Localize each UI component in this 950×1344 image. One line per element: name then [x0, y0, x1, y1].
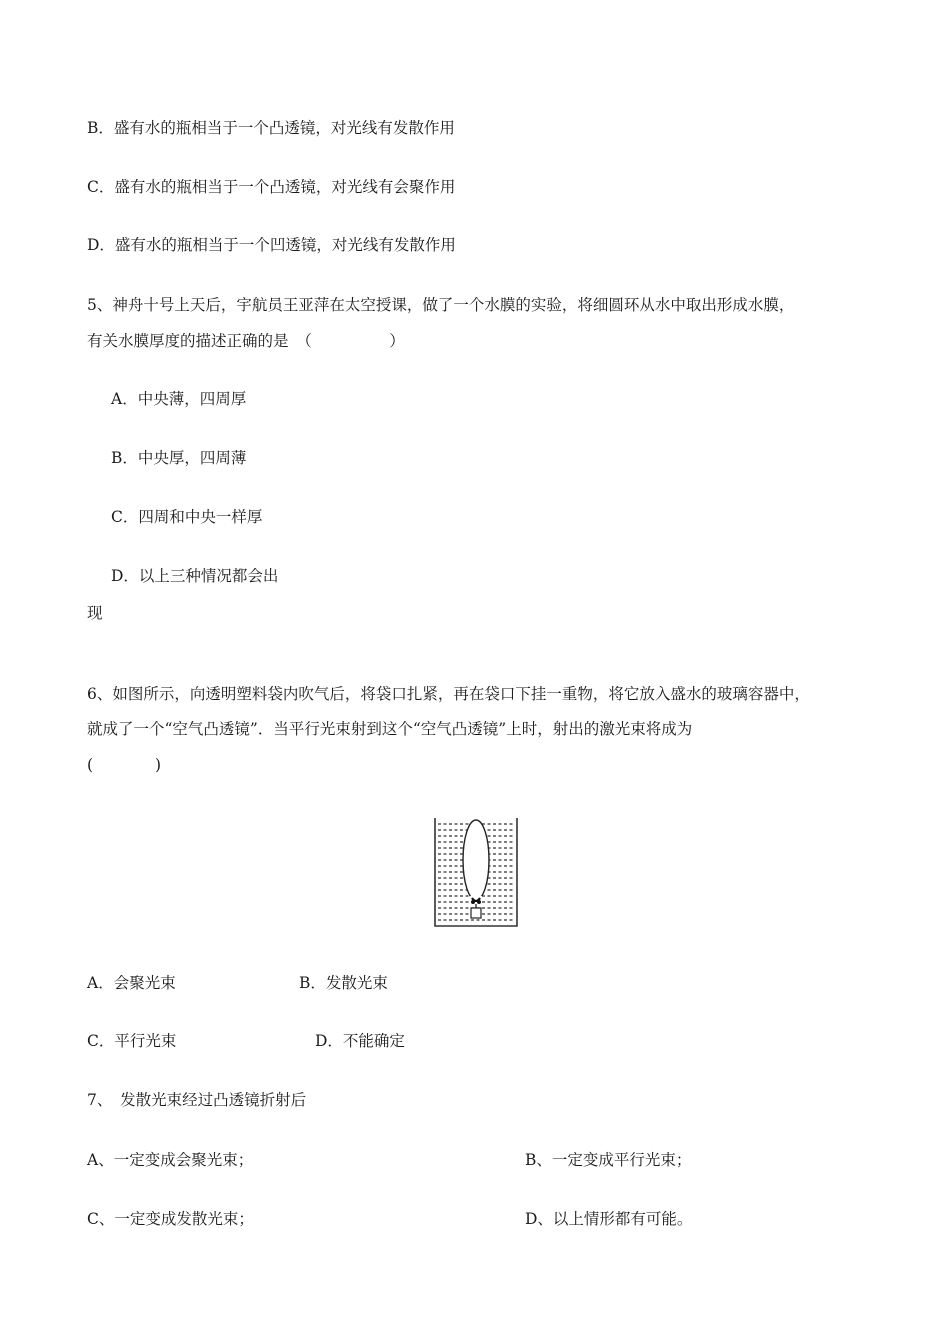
- q5-stem-line2: 有关水膜厚度的描述正确的是 （ ）: [87, 332, 405, 350]
- q7-option-c: C、一定变成发散光束；: [87, 1210, 254, 1228]
- q4-option-c: C．盛有水的瓶相当于一个凸透镜，对光线有会聚作用: [87, 178, 456, 196]
- q5-option-d: D．以上三种情况都会出: [111, 567, 279, 585]
- q6-option-b: B．发散光束: [299, 974, 388, 992]
- q7-option-a: A、一定变成会聚光束；: [87, 1151, 254, 1169]
- q6-option-d: D．不能确定: [315, 1032, 405, 1050]
- air-bag: [463, 820, 489, 900]
- q7-option-b: B、一定变成平行光束；: [525, 1151, 692, 1169]
- q7-stem: 7、 发散光束经过凸透镜折射后: [87, 1091, 307, 1109]
- q5-stem-line1: 5、神舟十号上天后，宇航员王亚萍在太空授课，做了一个水膜的实验，将细圆环从水中取出形成水膜，: [87, 296, 795, 314]
- q6-option-c: C．平行光束: [87, 1032, 177, 1050]
- q4-option-b: B．盛有水的瓶相当于一个凸透镜，对光线有发散作用: [87, 119, 455, 137]
- q5-option-a: A．中央薄，四周厚: [111, 390, 247, 408]
- q6-stem-line2: 就成了一个“空气凸透镜”．当平行光束射到这个“空气凸透镜”上时，射出的激光束将成为: [87, 720, 693, 738]
- q6-option-a: A．会聚光束: [87, 974, 176, 992]
- q7-option-d: D、以上情形都有可能。: [525, 1210, 693, 1228]
- q5-option-b: B．中央厚，四周薄: [111, 449, 247, 467]
- q6-stem-line1: 6、如图所示，向透明塑料袋内吹气后，将袋口扎紧，再在袋口下挂一重物，将它放入盛水的玻璃容器中，: [87, 685, 810, 703]
- q4-option-d: D．盛有水的瓶相当于一个凹透镜，对光线有发散作用: [87, 236, 456, 254]
- q5-option-d-continued: 现: [87, 604, 103, 622]
- air-lens-figure: [432, 812, 520, 930]
- q5-option-c: C．四周和中央一样厚: [111, 508, 263, 526]
- q6-answer-blank: ( ): [87, 756, 162, 774]
- weight: [471, 908, 481, 918]
